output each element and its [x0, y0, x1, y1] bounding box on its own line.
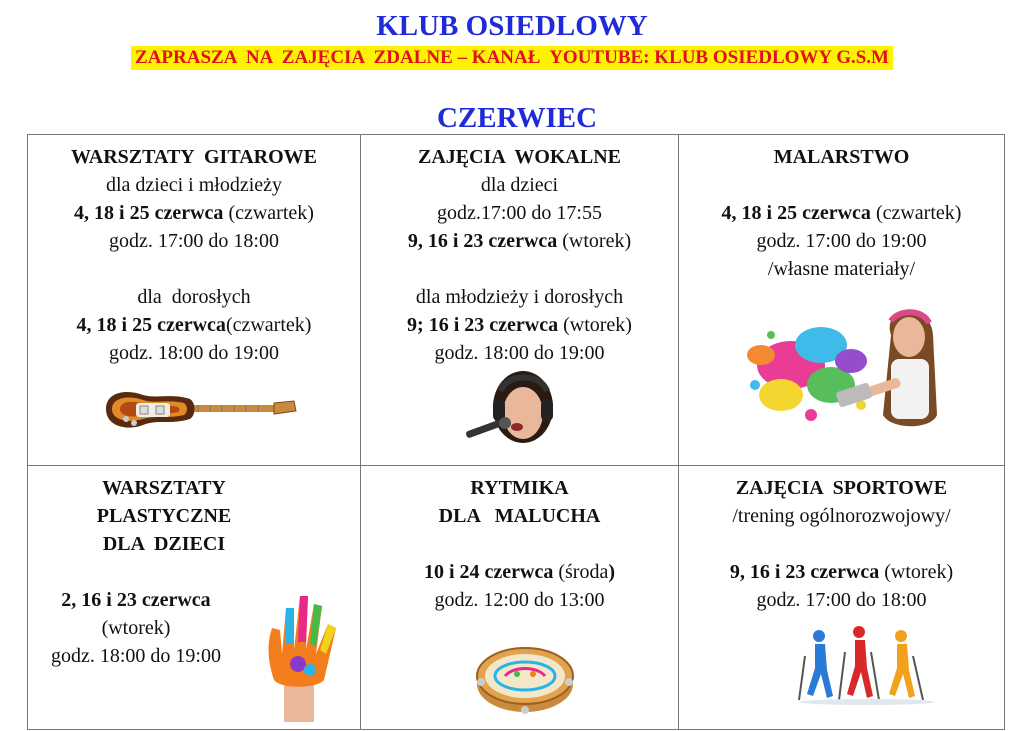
time: godz. 18:00 do 19:00 — [434, 342, 605, 364]
paint-splash-woman-icon — [741, 295, 951, 440]
subtitle-text: ZAPRASZA NA ZAJĘCIA ZDALNE – KANAŁ YOUTUBE: KLUB OSIEDLOWY G.S.M — [131, 46, 893, 70]
weekday: (wtorek) — [557, 230, 632, 252]
tambourine-icon — [473, 638, 577, 716]
nordic-walkers-icon — [797, 626, 937, 706]
cell-title: WARSZTATY GITAROWE — [71, 146, 317, 168]
weekday: (czwartek) — [870, 202, 962, 224]
weekday: (czwartek) — [225, 314, 312, 336]
time: godz. 18:00 do 19:00 — [51, 645, 221, 667]
dates: 9, 16 i 23 czerwca — [407, 230, 558, 252]
cell-title: MALARSTWO — [773, 146, 910, 168]
time: godz. 17:00 do 19:00 — [756, 230, 927, 252]
cell-title: ZAJĘCIA WOKALNE — [417, 146, 621, 168]
time: godz. 18:00 do 19:00 — [109, 342, 279, 364]
time: godz.17:00 do 17:55 — [437, 202, 602, 224]
cell-title: RYTMIKA — [470, 477, 569, 499]
cell-painting — [679, 135, 1005, 466]
time: godz. 12:00 do 13:00 — [434, 589, 605, 611]
dates: 4, 18 i 25 czerwca — [721, 202, 871, 224]
cell-craft-workshop — [28, 466, 361, 730]
cell-sport-classes — [679, 466, 1005, 730]
weekday: (środa — [553, 561, 609, 583]
note: /trening ogólnorozwojowy/ — [732, 505, 951, 527]
group-label: dla dzieci — [480, 174, 559, 196]
cell-guitar-workshop — [28, 135, 361, 466]
cell-vocal-classes — [361, 135, 679, 466]
weekday: (czwartek) — [223, 202, 314, 224]
group-label: dla dzieci i młodzieży — [105, 174, 283, 196]
dates: 4, 18 i 25 czerwca — [76, 314, 226, 336]
note: /własne materiały/ — [767, 258, 916, 280]
dates: 9; 16 i 23 czerwca — [407, 314, 559, 336]
cell-title: ZAJĘCIA SPORTOWE — [735, 477, 948, 499]
dates: 10 i 24 czerwca — [423, 561, 554, 583]
weekday: (wtorek) — [101, 617, 171, 639]
dates: 2, 16 i 23 czerwca — [61, 589, 211, 611]
time: godz. 17:00 do 18:00 — [756, 589, 927, 611]
page-title: KLUB OSIEDLOWY — [376, 10, 648, 42]
weekday: (wtorek) — [879, 561, 954, 583]
dates: 9, 16 i 23 czerwca — [729, 561, 880, 583]
dates: 4, 18 i 25 czerwca — [74, 202, 224, 224]
group-label: dla dorosłych — [137, 286, 251, 308]
painted-hand-icon — [252, 584, 348, 724]
cell-title: WARSZTATY — [102, 477, 226, 499]
subtitle-banner — [0, 46, 1024, 70]
schedule-table — [27, 134, 1005, 730]
group-label: dla młodzieży i dorosłych — [415, 286, 624, 308]
cell-title: PLASTYCZNE — [96, 505, 232, 527]
singer-with-headphones-icon — [461, 371, 571, 447]
cell-title: DLA MALUCHA — [438, 505, 601, 527]
electric-guitar-icon — [98, 381, 298, 437]
weekday: (wtorek) — [558, 314, 632, 336]
cell-title: DLA DZIECI — [102, 533, 226, 555]
month-heading: CZERWIEC — [436, 102, 598, 134]
cell-rhythm-toddlers: RYTMIKA DLA MALUCHA 10 i 24 czerwca (środa) godz. 12:00 do 13:00 — [361, 466, 679, 730]
time: godz. 17:00 do 18:00 — [109, 230, 279, 252]
